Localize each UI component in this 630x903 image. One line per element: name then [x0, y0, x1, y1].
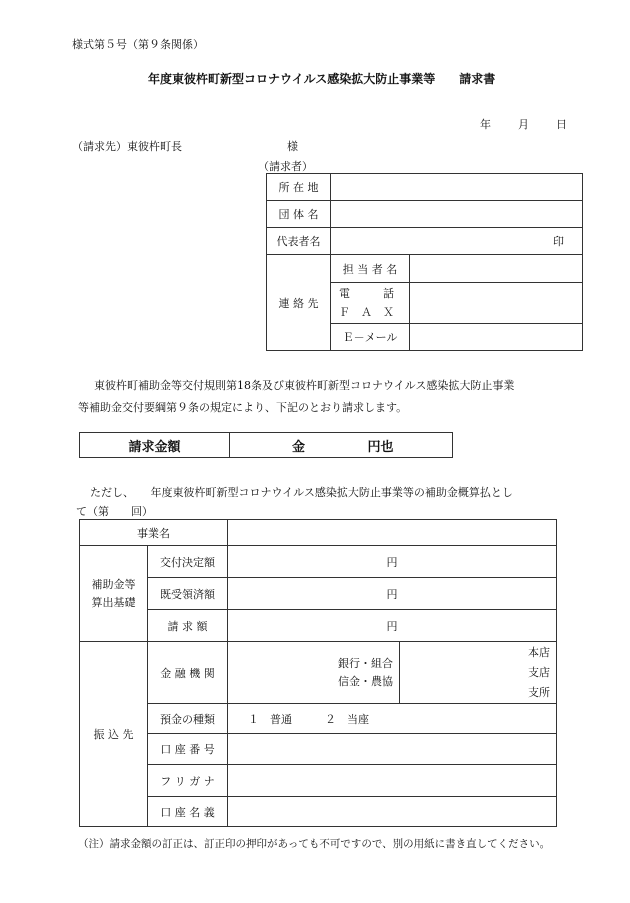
seal-mark: 印	[553, 235, 564, 248]
deposit-type-label: 預金の種類	[148, 704, 228, 734]
form-number: 様式第５号（第９条関係）	[72, 38, 204, 51]
received-amount-label: 既受領済額	[148, 578, 228, 610]
body-text-line2: 等補助金交付要綱第９条の規定により、下記のとおり請求します。	[78, 401, 408, 414]
body-text-line1: 東彼杵町補助金等交付規則第18条及び東彼杵町新型コロナウイルス感染拡大防止事業	[94, 379, 515, 392]
requested-amount-field[interactable]	[228, 610, 557, 642]
decided-amount-field[interactable]	[228, 546, 557, 578]
person-in-charge-field[interactable]	[410, 255, 583, 283]
branch-label: 支店	[528, 665, 550, 679]
yen-unit: 円	[386, 587, 398, 601]
contact-label: 連 絡 先	[267, 255, 331, 351]
phone-fax-label	[331, 283, 410, 324]
decided-amount-label: 交付決定額	[148, 546, 228, 578]
institution-type-field[interactable]	[228, 642, 400, 704]
addressee: （請求先）東彼杵町長	[72, 140, 182, 153]
transfer-label: 振 込 先	[80, 642, 148, 827]
yen-unit: 円	[386, 619, 398, 633]
email-field[interactable]	[410, 324, 583, 351]
basis-label-line1: 補助金等	[91, 577, 136, 591]
branch-type-field[interactable]	[400, 642, 557, 704]
document-title: 年度東彼杵町新型コロナウイルス感染拡大防止事業等 請求書	[148, 72, 496, 86]
org-name-label: 団 体 名	[267, 201, 331, 228]
furigana-field[interactable]	[228, 765, 557, 797]
address-field[interactable]	[331, 174, 583, 201]
representative-field[interactable]	[331, 228, 583, 255]
details-table	[79, 519, 557, 827]
received-amount-field[interactable]	[228, 578, 557, 610]
phone-fax-field[interactable]	[410, 283, 583, 324]
yen-unit: 円	[386, 555, 398, 569]
project-name-field[interactable]	[228, 520, 557, 546]
project-name-label: 事業名	[80, 520, 228, 546]
claimant-table	[266, 173, 583, 351]
basis-label-line2: 算出基礎	[91, 595, 136, 609]
proviso-line2: て（第 回）	[76, 505, 153, 518]
account-number-label: 口 座 番 号	[148, 734, 228, 765]
amount-prefix: 金	[292, 439, 306, 455]
phone-label: 電 話	[339, 287, 394, 300]
basis-label	[80, 546, 148, 642]
note: （注）請求金額の訂正は、訂正印の押印があっても不可ですので、別の用紙に書き直してください。	[78, 838, 551, 850]
furigana-label: フ リ ガ ナ	[148, 765, 228, 797]
account-name-field[interactable]	[228, 797, 557, 827]
claimant-heading: （請求者）	[258, 160, 313, 173]
amount-label: 請求金額	[80, 433, 230, 458]
proviso-line1: ただし、 年度東彼杵町新型コロナウイルス感染拡大防止事業等の補助金概算払とし	[90, 486, 513, 499]
bank-union-label: 銀行・組合	[338, 656, 393, 670]
deposit-type-options[interactable]: １ 普通 ２ 当座	[228, 704, 557, 734]
fax-label: Ｆ Ａ Ｘ	[339, 306, 394, 319]
date-month: 月	[518, 118, 529, 131]
account-name-label: 口 座 名 義	[148, 797, 228, 827]
amount-suffix: 円也	[367, 439, 394, 455]
representative-label: 代表者名	[267, 228, 331, 255]
amount-field[interactable]	[230, 433, 453, 458]
date-day: 日	[556, 118, 567, 131]
shinkin-noukyou-label: 信金・農協	[338, 674, 393, 688]
addressee-honorific: 様	[287, 140, 298, 153]
date-year: 年	[480, 118, 491, 131]
requested-amount-label: 請 求 額	[148, 610, 228, 642]
account-number-field[interactable]	[228, 734, 557, 765]
email-label: Ｅ－メール	[331, 324, 410, 351]
amount-table	[79, 432, 453, 458]
org-name-field[interactable]	[331, 201, 583, 228]
head-office-label: 本店	[528, 645, 550, 659]
institution-label: 金 融 機 関	[148, 642, 228, 704]
address-label: 所 在 地	[267, 174, 331, 201]
branch-office-label: 支所	[528, 685, 550, 699]
person-in-charge-label: 担 当 者 名	[331, 255, 410, 283]
